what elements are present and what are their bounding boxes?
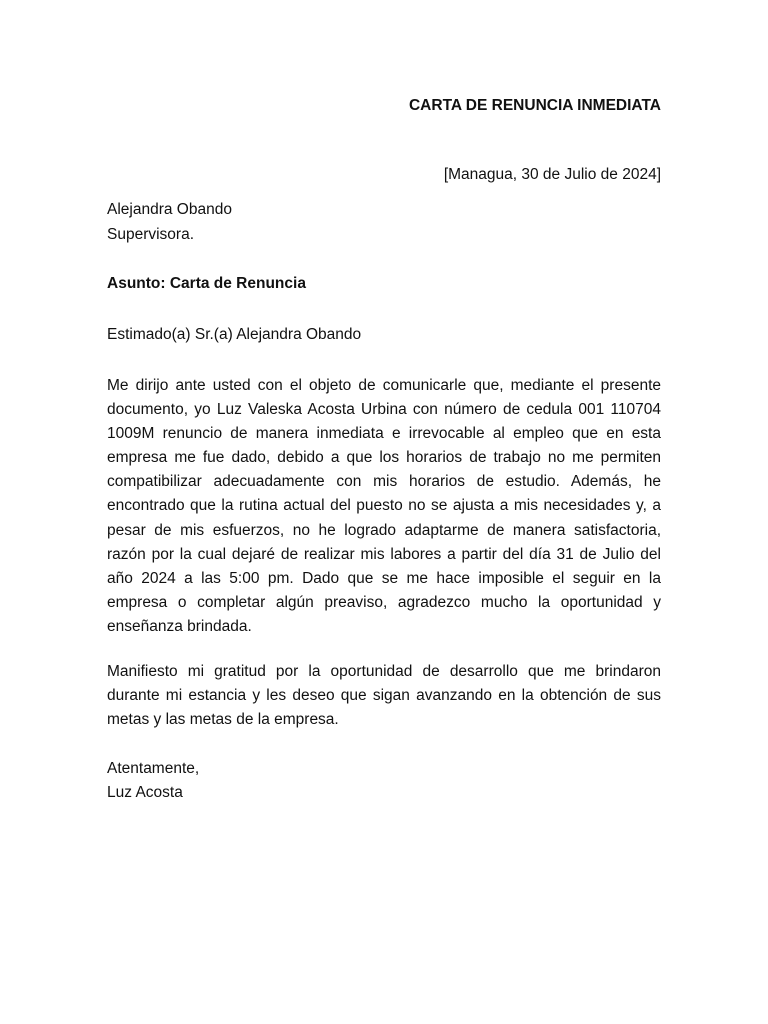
paragraph-line: enseñanza brindada.: [107, 617, 252, 635]
signature-name: Luz Acosta: [107, 784, 183, 801]
body-paragraph-1: [107, 374, 661, 639]
paragraph-line: Manifiesto mi gratitud por la oportunidad de desarrollo que me brindaron: [107, 663, 661, 680]
paragraph-line: 1009M renuncio de manera inmediata e irrevocable al empleo que en esta: [107, 425, 661, 443]
paragraph-line: metas y las metas de la empresa.: [107, 711, 339, 729]
recipient-role: Supervisora.: [107, 226, 195, 243]
document-title: CARTA DE RENUNCIA INMEDIATA: [408, 97, 661, 114]
document-date: [Managua, 30 de Julio de 2024]: [443, 166, 661, 183]
paragraph-line: Me dirijo ante usted con el objeto de comunicarle que, mediante el presente: [107, 377, 661, 394]
paragraph-line: razón por la cual dejaré de realizar mis labores a partir del día 31 de Julio del: [107, 545, 661, 563]
paragraph-line: compatibilizar adecuadamente con mis horarios de estudio. Además, he: [107, 473, 661, 491]
greeting: Estimado(a) Sr.(a) Alejandra Obando: [107, 326, 362, 343]
paragraph-line: año 2024 a las 5:00 pm. Dado que se me hace imposible el seguir en la: [107, 569, 661, 587]
paragraph-line: empresa o completar algún preaviso, agradezco mucho la oportunidad y: [107, 593, 661, 611]
body-paragraph-2: [107, 660, 661, 732]
paragraph-line: empresa me fue dado, debido a que los horarios de trabajo no me permiten: [107, 449, 661, 467]
paragraph-line: durante mi estancia y les deseo que sigan avanzando en la obtención de sus: [107, 687, 661, 705]
paragraph-line: pesar de mis esfuerzos, no he logrado adaptarme de manera satisfactoria,: [107, 521, 661, 539]
paragraph-line: encontrado que la rutina actual del puesto no se ajusta a mis necesidades y, a: [107, 497, 661, 515]
paragraph-line: documento, yo Luz Valeska Acosta Urbina con número de cedula 001 110704: [107, 401, 661, 419]
closing: Atentamente,: [107, 760, 200, 777]
recipient-name: Alejandra Obando: [107, 201, 232, 218]
subject-line: Asunto: Carta de Renuncia: [107, 275, 306, 292]
